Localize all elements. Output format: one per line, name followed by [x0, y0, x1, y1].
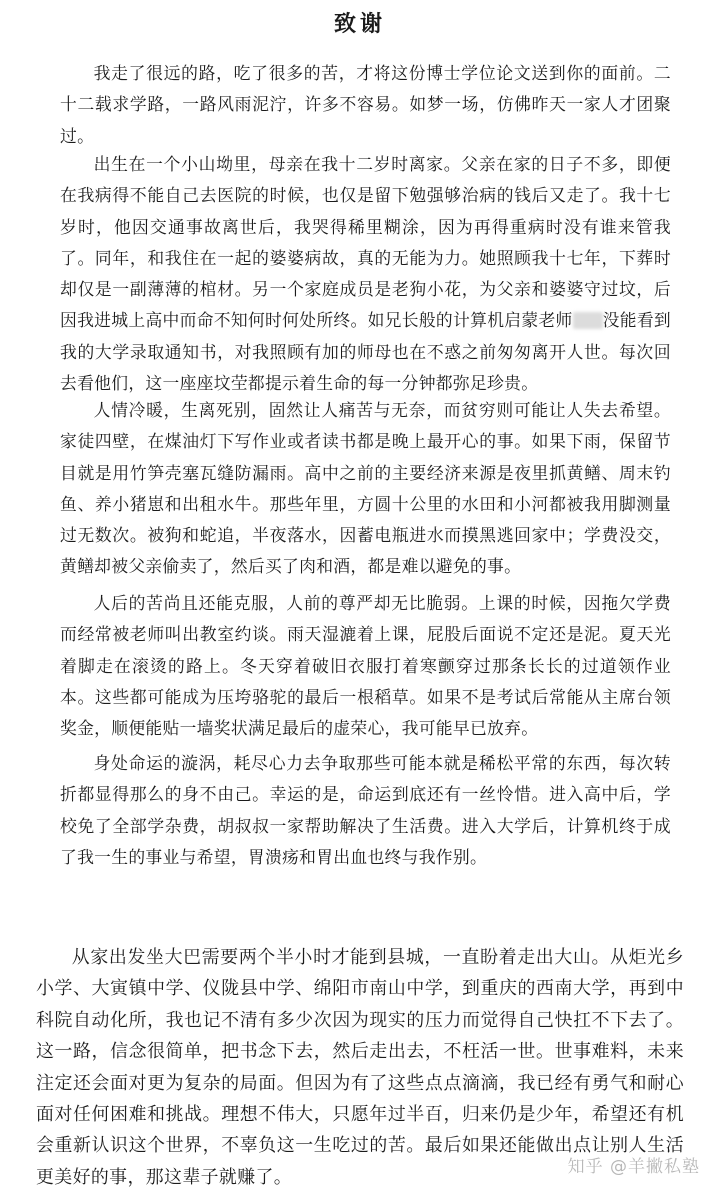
- redacted-name-blur: [573, 312, 603, 329]
- zhihu-watermark: 知乎 @羊撇私塾: [567, 1157, 700, 1177]
- paragraph-1: 我走了很远的路，吃了很多的苦，才将这份博士学位论文送到你的面前。二十二载求学路，一路风雨泥泞，许多不容易。如梦一场，仿佛昨天一家人才团聚过。: [60, 63, 671, 146]
- paragraph-5: 身处命运的漩涡，耗尽心力去争取那些可能本就是稀松平常的东西，每次转折都显得那么的身不由己。幸运的是，命运到底还有一丝怜惜。进入高中后，学校免了全部学杂费，胡叔叔一家帮助解决了生活费。进入大学后，计算机终于成了我一生的事业与希望，胃溃疡和胃出血也终与我作别。: [60, 753, 671, 867]
- paragraph-3: 人情冷暖，生离死别，固然让人痛苦与无奈，而贫穷则可能让人失去希望。家徒四壁，在煤油灯下写作业或者读书都是晚上最开心的事。如果下雨，保留节目就是用竹笋壳塞瓦缝防漏雨。高中之前的主要经济来源是夜里抓黄鳝、周末钓鱼、养小猪崽和出租水牛。那些年里，方圆十公里的水田和小河都被我用脚测量过无数次。被狗和蛇追，半夜落水，因蓄电瓶进水而摸黑逃回家中；学费没交，黄鳝却被父亲偷卖了，然后买了肉和酒，都是难以避免的事。: [60, 400, 671, 577]
- paragraph-2: [60, 149, 671, 399]
- paragraph-2-text-after: 没能看到我的大学录取通知书，对我照顾有加的师母也在不惑之前匆匆离开人世。每次回去看他们，这一座座坟茔都提示着生命的每一分钟都弥足珍贵。: [60, 310, 671, 394]
- paragraph-2-text-before: 出生在一个小山坳里，母亲在我十二岁时离家。父亲在家的日子不多，即便在我病得不能自己去医院的时候，也仅是留下勉强够治病的钱后又走了。我十七岁时，他因交通事故离世后，我哭得稀里糊涂，因为再得重病时没有谁来管我了。同年，和我住在一起的婆婆病故，真的无能为力。她照顾我十七年，下葬时却仅是一副薄薄的棺材。另一个家庭成员是老狗小花，为父亲和婆婆守过坟，后因我进城上高中而命不知何时何处所终。如兄长般的计算机启蒙老师: [60, 154, 671, 331]
- paragraph-4: 人后的苦尚且还能克服，人前的尊严却无比脆弱。上课的时候，因拖欠学费而经常被老师叫出教室约谈。雨天湿漉着上课，屁股后面说不定还是泥。夏天光着脚走在滚烫的路上。冬天穿着破旧衣服打着寒颤穿过那条长长的过道领作业本。这些都可能成为压垮骆驼的最后一根稻草。如果不是考试后常能从主席台领奖金，顺便能贴一墙奖状满足最后的虚荣心，我可能早已放弃。: [60, 593, 671, 739]
- page-title: 致谢: [333, 12, 386, 37]
- paragraph-6: 从家出发坐大巴需要两个半小时才能到县城，一直盼着走出大山。从炬光乡小学、大寅镇中学、仪陇县中学、绵阳市南山中学，到重庆的西南大学，再到中科院自动化所，我也记不清有多少次因为现实的压力而觉得自己快扛不下去了。这一路，信念很简单，把书念下去，然后走出去，不枉活一世。世事难料，未来注定还会面对更为复杂的局面。但因为有了这些点点滴滴，我已经有勇气和耐心面对任何困难和挑战。理想不伟大，只愿年过半百，归来仍是少年，希望还有机会重新认识这个世界，不辜负这一生吃过的苦。最后如果还能做出点让别人生活更美好的事，那这辈子就赚了。: [36, 947, 684, 1188]
